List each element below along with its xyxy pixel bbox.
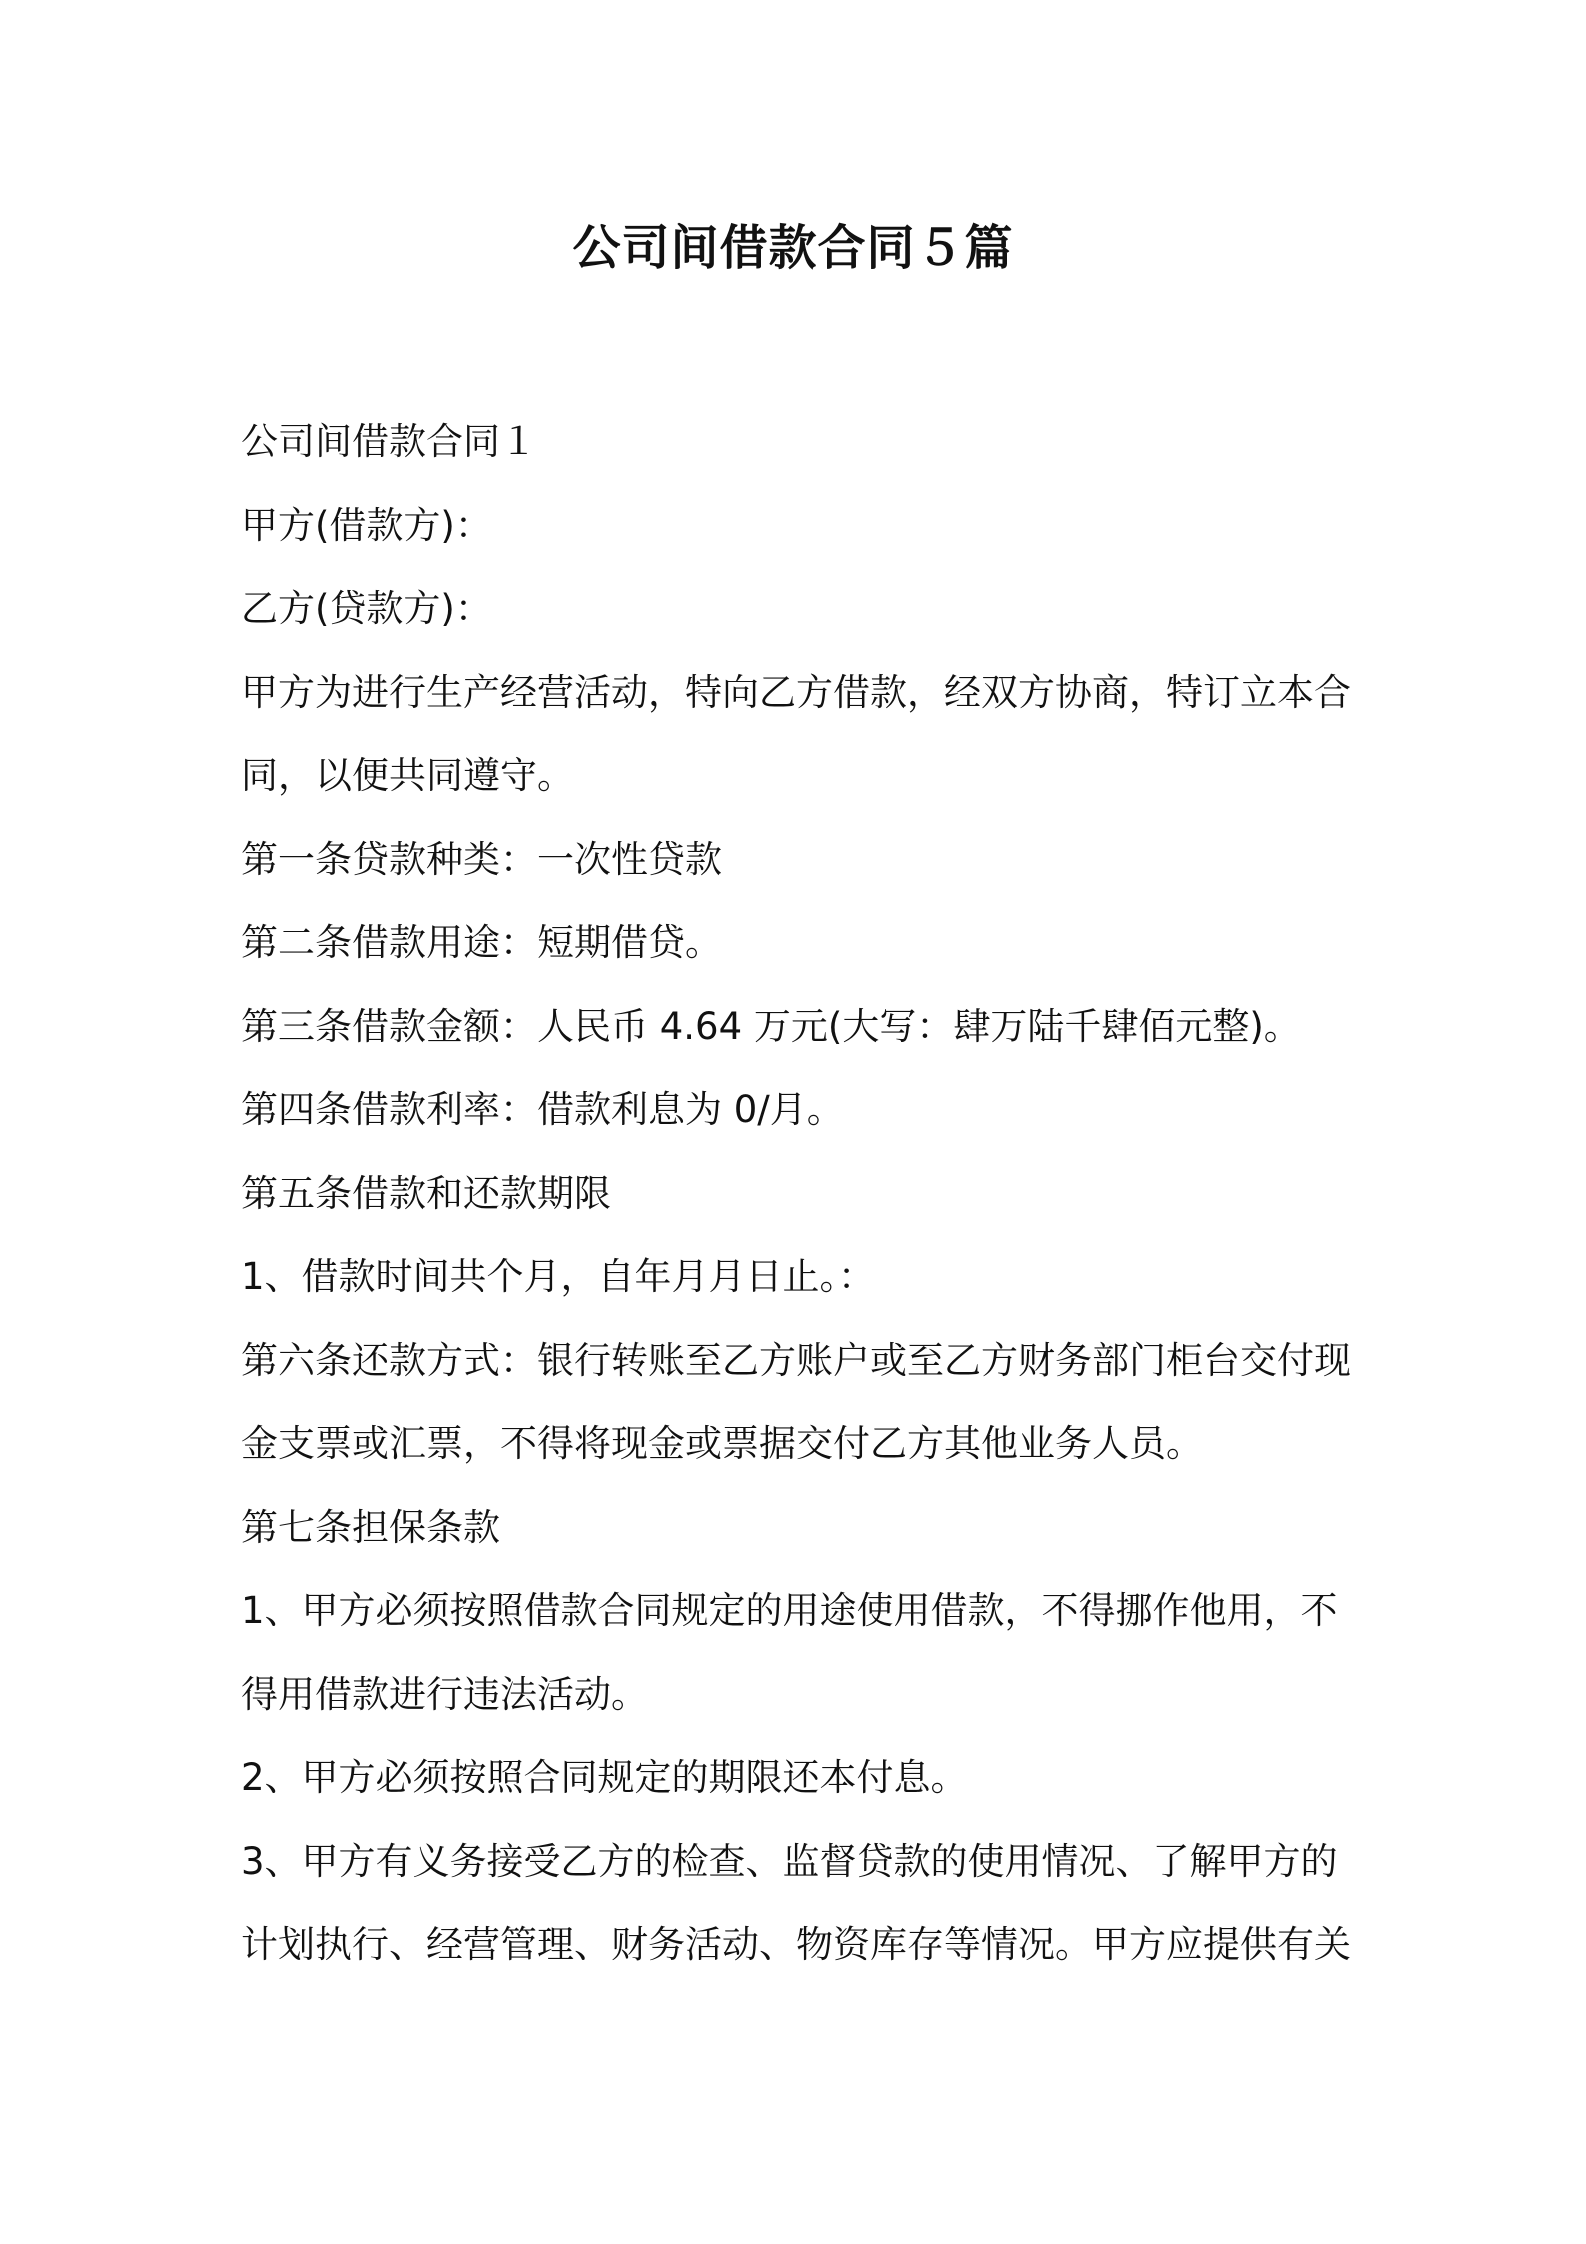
article-6-line-2: 金支票或汇票，不得将现金或票据交付乙方其他业务人员。	[241, 1422, 1203, 1465]
article-2: 第二条借款用途：短期借贷。	[241, 921, 722, 964]
article-3: 第三条借款金额：人民币 4.64 万元(大写：肆万陆千肆佰元整)。	[241, 1004, 1301, 1048]
party-a-line: 甲方(借款方)：	[241, 503, 492, 547]
preamble-line-1: 甲方为进行生产经营活动，特向乙方借款，经双方协商，特订立本合	[241, 670, 1351, 714]
article-7-item-3-line-2: 计划执行、经营管理、财务活动、物资库存等情况。甲方应提供有关	[241, 1923, 1351, 1966]
document-body	[241, 400, 1361, 1987]
article-5-heading: 第五条借款和还款期限	[241, 1171, 611, 1215]
document-title: 公司间借款合同５篇	[572, 220, 1014, 276]
article-7-item-1-line-2: 得用借款进行违法活动。	[241, 1672, 648, 1716]
preamble-line-2: 同，以便共同遵守。	[241, 754, 574, 797]
article-7-item-3-line-1: 3、甲方有义务接受乙方的检查、监督贷款的使用情况、了解甲方的	[241, 1839, 1338, 1883]
article-7-heading: 第七条担保条款	[241, 1505, 500, 1549]
article-6-line-1: 第六条还款方式：银行转账至乙方账户或至乙方财务部门柜台交付现	[241, 1338, 1351, 1382]
article-4: 第四条借款利率：借款利息为 0/月。	[241, 1088, 844, 1131]
article-5-item-1: 1、借款时间共个月，自年月月日止。：	[241, 1255, 876, 1298]
party-b-line: 乙方(贷款方)：	[241, 587, 492, 630]
section-heading: 公司间借款合同１	[241, 420, 537, 463]
article-7-item-1-line-1: 1、甲方必须按照借款合同规定的用途使用借款，不得挪作他用，不	[241, 1589, 1338, 1632]
article-1: 第一条贷款种类：一次性贷款	[241, 837, 722, 881]
article-7-item-2: 2、甲方必须按照合同规定的期限还本付息。	[241, 1756, 968, 1799]
